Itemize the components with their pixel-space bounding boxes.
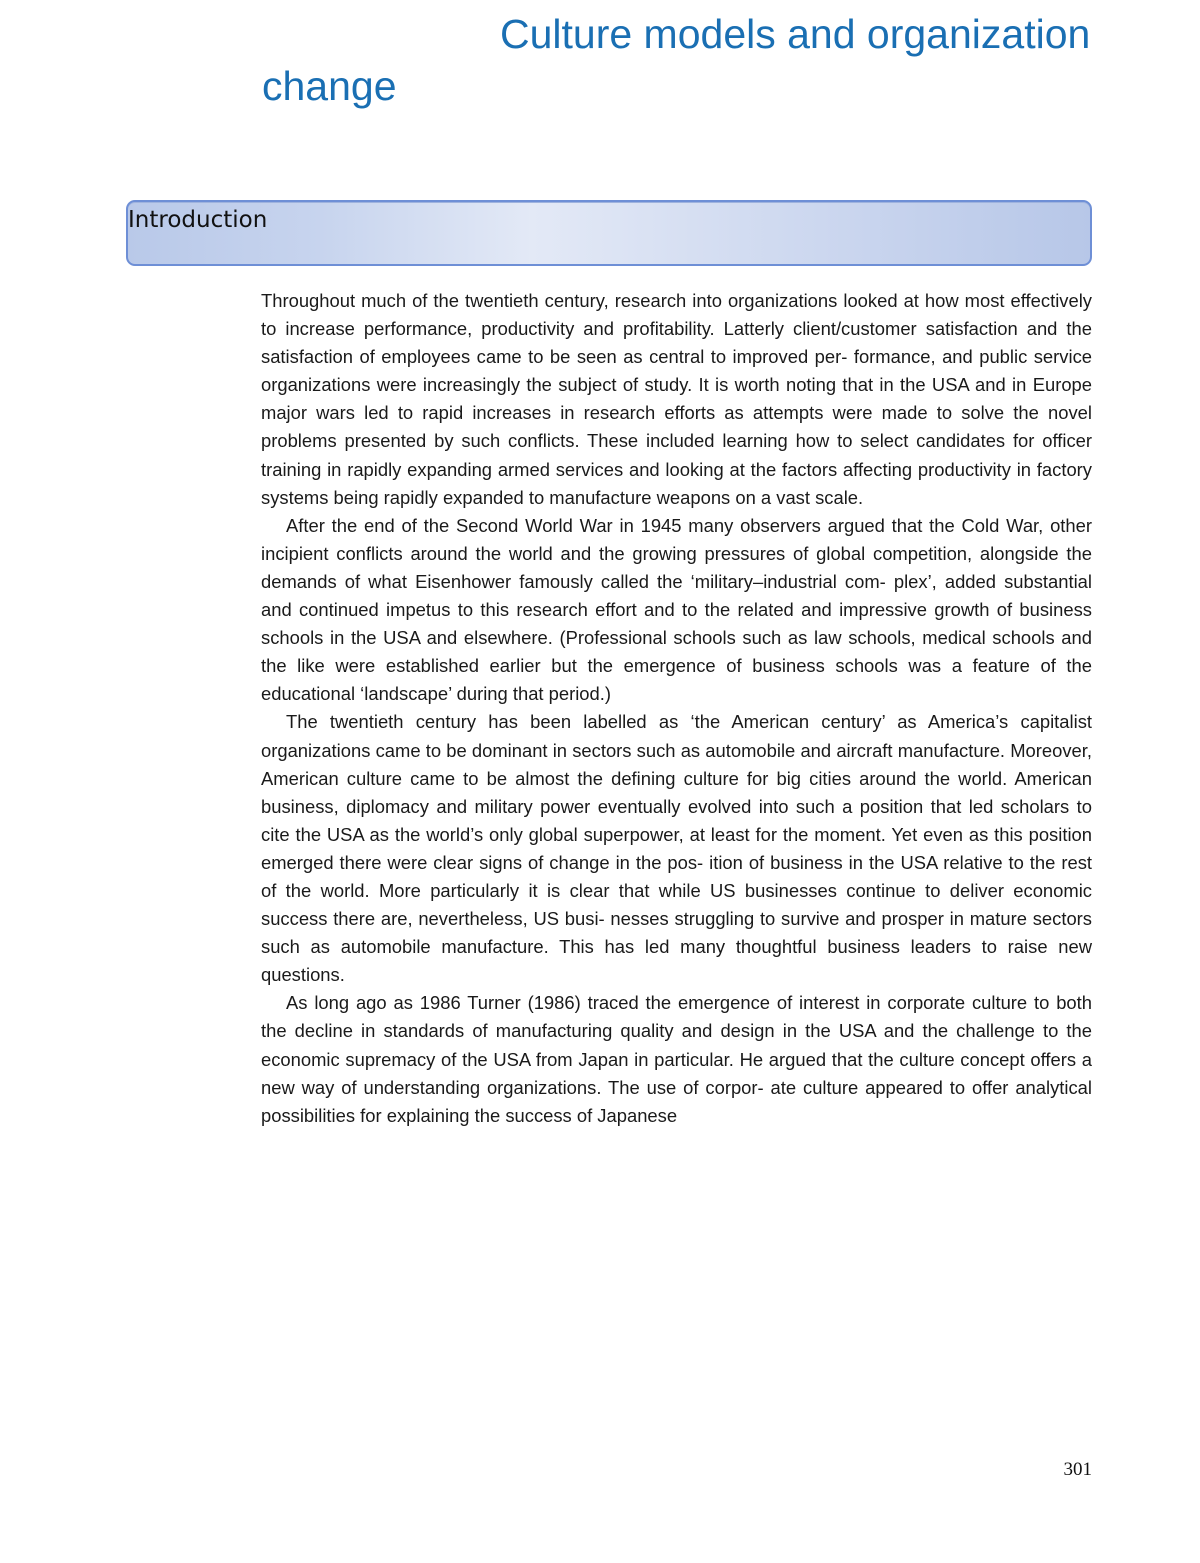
body-text xyxy=(261,287,1092,1130)
section-banner xyxy=(126,200,1092,266)
paragraph: As long ago as 1986 Turner (1986) traced the emergence of interest in corporate culture to both the decline in standards of manufacturing quality and design in the USA and the challenge to the economic supremacy of the USA from Japan in particular. He argued that the culture concept offers a new way of understanding organizations. The use of corpor- ate culture appeared to offer analytical possibilities for explaining the success of Japanese xyxy=(261,992,1092,1126)
section-heading: Introduction xyxy=(128,207,268,233)
paragraph: The twentieth century has been labelled as ‘the American century’ as America’s capitalist organizations came to be dominant in sectors such as automobile and aircraft manufacture. Moreover, American culture came to be almost the defining culture for big cities around the world. American business, diplomacy and military power eventually evolved into such a position that led scholars to cite the USA as the world’s only global superpower, at least for the moment. Yet even as this position emerged there were clear signs of change in the pos- ition of business in the USA relative to the rest of the world. More particularly it is clear that while US businesses continue to deliver economic success there are, nevertheless, US busi- nesses struggling to survive and prosper in mature sectors such as automobile manufacture. This has led many thoughtful business leaders to raise new questions. xyxy=(261,711,1092,986)
chapter-title: Culture models and organization change xyxy=(262,11,1091,109)
paragraph: Throughout much of the twentieth century, research into organizations looked at how most effectively to increase performance, productivity and profitability. Latterly client/customer satisfaction and the satisfaction of employees came to be seen as central to improved per- formance, and public service organizations were increasingly the subject of study. It is worth noting that in the USA and in Europe major wars led to rapid increases in research efforts as attempts were made to solve the novel problems presented by such conflicts. These included learning how to select candidates for officer training in rapidly expanding armed services and looking at the factors affecting productivity in factory systems being rapidly expanded to manufacture weapons on a vast scale. xyxy=(261,290,1092,508)
paragraph: After the end of the Second World War in 1945 many observers argued that the Cold War, other incipient conflicts around the world and the growing pressures of global competition, alongside the demands of what Eisenhower famously called the ‘military–industrial com- plex’, added substantial and continued impetus to this research effort and to the related and impressive growth of business schools in the USA and elsewhere. (Professional schools such as law schools, medical schools and the like were established earlier but the emergence of business schools was a feature of the educational ‘landscape’ during that period.) xyxy=(261,514,1092,705)
page-number: 301 xyxy=(1063,1459,1092,1480)
